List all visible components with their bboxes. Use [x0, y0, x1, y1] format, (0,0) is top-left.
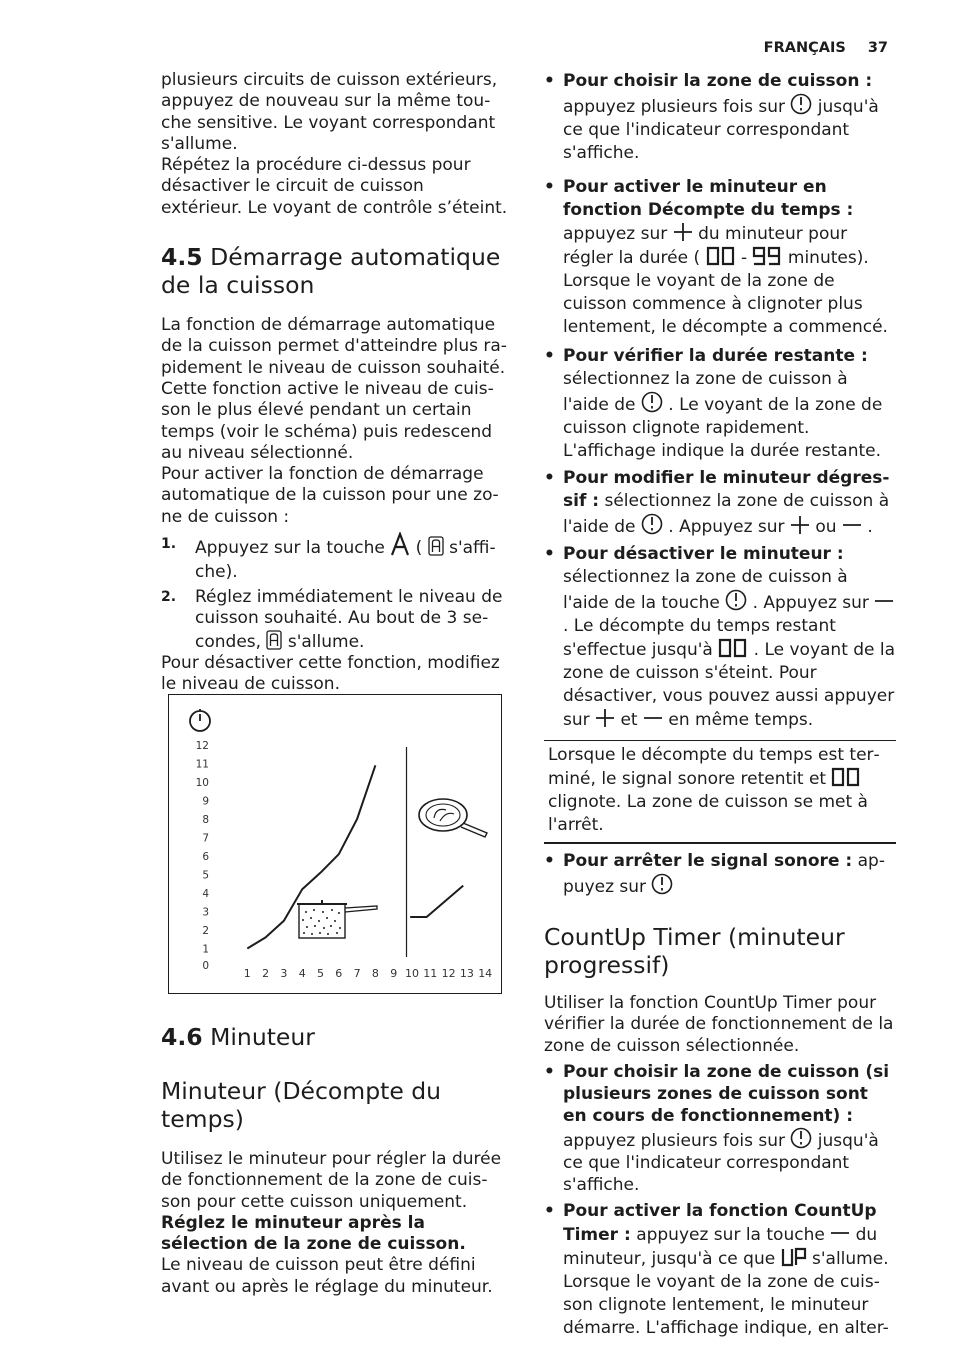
- bullet-text: ou: [815, 517, 837, 537]
- bullet-text: . Appuyez sur: [668, 517, 785, 537]
- bullet-text: appuyez sur: [563, 851, 885, 897]
- pot-icon: [297, 900, 377, 938]
- bullet-countup-activate: [544, 1200, 896, 1340]
- section-number: 4.6: [161, 1023, 203, 1051]
- bullet-check-remaining: [544, 345, 896, 463]
- bullet-text: et: [620, 710, 638, 730]
- bullet-modify-timer: [544, 467, 896, 539]
- note-text: Lorsque le décompte du temps est terminé, le signal sonore retentit et: [548, 745, 880, 789]
- bullet-text: sélectionnez la zone de cuisson à l'aide de: [563, 491, 890, 537]
- step-text: s'affiche).: [195, 538, 496, 583]
- a-display-icon: [428, 536, 444, 556]
- x-tick-label: 14: [478, 967, 493, 980]
- x-tick-label: 9: [390, 967, 398, 980]
- step-text: (: [415, 538, 423, 559]
- intro-paragraph: plusieurs circuits de cuisson extérieurs, appuyez de nouveau sur la même touche sensitive. Le voyant correspondant s'allume.: [161, 70, 498, 154]
- bullet-text: appuyez plusieurs fois sur: [563, 1130, 785, 1151]
- step-2: [161, 587, 509, 653]
- countup-paragraph: Utiliser la fonction CountUp Timer pour vérifier la durée de fonctionnement de la zone de cuisson sélectionnée.: [544, 993, 894, 1056]
- bullet-activate-countdown: [544, 176, 896, 339]
- minus-icon: [874, 591, 894, 611]
- timer-paragraph-2: Le niveau de cuisson peut être défini avant ou après le réglage du minuteur.: [161, 1255, 493, 1297]
- x-tick-label: 12: [441, 967, 456, 980]
- x-tick-label: 11: [423, 967, 438, 980]
- minus-icon: [643, 708, 663, 728]
- chart-svg: [169, 695, 501, 993]
- x-tick-label: 8: [371, 967, 379, 980]
- page-header: [700, 38, 888, 59]
- bullet-text: .: [867, 517, 873, 537]
- bullet-title: Pour choisir la zone de cuisson (si plusieurs zones de cuisson sont en cours de fonctionnement) :: [563, 1061, 890, 1126]
- display-00-icon: [718, 638, 748, 658]
- x-tick-label: 10: [405, 967, 419, 980]
- y-tick-label: 3: [202, 906, 209, 919]
- bullet-text: sélectionnez la zone de cuisson à l'aide de la touche: [563, 567, 848, 613]
- timer-select-icon: [790, 1127, 812, 1149]
- y-tick-label: 6: [202, 851, 209, 863]
- bullet-text: appuyez plusieurs fois sur: [563, 97, 785, 117]
- timer-select-icon: [641, 513, 663, 535]
- bullet-text: appuyez sur: [563, 224, 668, 244]
- bullet-text: en même temps.: [668, 710, 814, 730]
- series-line: [410, 886, 463, 917]
- bullet-title: Pour activer la fonction CountUp Timer :: [563, 1200, 877, 1245]
- y-tick-label: 1: [202, 943, 209, 956]
- section-title: Minuteur: [210, 1023, 315, 1051]
- minus-icon: [830, 1223, 850, 1243]
- bullet-title: Pour vérifier la durée restante :: [563, 346, 868, 366]
- y-tick-label: 11: [195, 758, 209, 771]
- right-column: [544, 70, 896, 1340]
- bullet-countup-choose-zone: [544, 1061, 896, 1196]
- bullet-title: Pour activer le minuteur en fonction Décompte du temps :: [563, 177, 854, 220]
- step-text: Appuyez sur la touche: [195, 538, 385, 559]
- bullet-text: jusqu'à ce que l'indicateur correspondant s'affiche.: [563, 1130, 879, 1195]
- step-number: 2.: [161, 589, 177, 606]
- display-00-icon: [831, 767, 861, 787]
- y-tick-label: 7: [202, 832, 209, 845]
- timer-select-icon: [725, 589, 747, 611]
- countdown-heading: Minuteur (Décompte du temps): [161, 1077, 442, 1133]
- x-tick-label: 7: [353, 967, 361, 980]
- bullet-text: -: [740, 248, 748, 268]
- frying-pan-icon: [419, 799, 487, 837]
- bullet-text: . Le décompte du temps restant s'effectue jusqu'à: [563, 616, 836, 660]
- bullet-choose-zone: [544, 70, 896, 165]
- y-tick-label: 0: [202, 960, 209, 972]
- bullet-text: jusqu'à ce que l'indicateur correspondant s'affiche.: [563, 97, 879, 163]
- plus-icon: [790, 515, 810, 535]
- timer-select-icon: [651, 873, 673, 895]
- step-1: [161, 532, 509, 584]
- section-number: 4.5: [161, 243, 203, 272]
- display-up-icon: [781, 1247, 807, 1267]
- x-tick-label: 5: [317, 967, 324, 980]
- note-box: [544, 740, 896, 844]
- bullet-text: du minuteur pour régler la durée (: [563, 224, 848, 268]
- x-tick-label: 2: [262, 967, 270, 980]
- timer-select-icon: [641, 391, 663, 413]
- bullet-deactivate-timer: [544, 543, 896, 732]
- timer-paragraph: Utilisez le minuteur pour régler la durée de fonctionnement de la zone de cuisson pour cette cuisson uniquement.: [161, 1149, 502, 1212]
- display-00-icon: [706, 246, 736, 266]
- bullet-text: s'allume. Lorsque le voyant de la zone de cuisson clignote lentement, le minuteur démarre. L'affichage indique, en alter-: [563, 1248, 889, 1338]
- autostart-chart: [168, 694, 502, 994]
- bullet-text: du minuteur, jusqu'à ce que: [563, 1224, 878, 1269]
- bullet-text: sélectionnez la zone de cuisson à l'aide de: [563, 369, 848, 415]
- step-number: 1.: [161, 536, 177, 553]
- steps-list: [161, 532, 509, 653]
- y-tick-label: 8: [202, 814, 209, 826]
- x-tick-label: 6: [335, 967, 343, 980]
- plus-icon: [595, 708, 615, 728]
- left-column-lower: [161, 1023, 509, 1298]
- bullet-text: . Appuyez sur: [752, 593, 869, 613]
- section-title: Démarrage automatique de la cuisson: [161, 243, 501, 300]
- countup-heading: CountUp Timer (minuteur progressif): [544, 923, 845, 979]
- y-tick-label: 10: [195, 777, 209, 789]
- bullet-text: minutes). Lorsque le voyant de la zone de cuisson commence à clignoter plus lentement, le décompte a commencé.: [563, 248, 888, 337]
- intro-paragraph-2: Répétez la procédure ci-dessus pour désactiver le circuit de cuisson extérieur. Le voyant de contrôle s’éteint.: [161, 155, 508, 218]
- bullet-text: . Le voyant de la zone de cuisson clignote rapidement. L'affichage indique la durée restante.: [563, 395, 883, 461]
- timer-icon: [190, 709, 210, 731]
- left-column: [161, 70, 509, 696]
- page-number: 37: [867, 40, 888, 56]
- section-4-5-heading: [161, 243, 509, 299]
- bullet-text: appuyez sur la touche: [636, 1224, 825, 1245]
- auto-a-icon: [390, 532, 410, 556]
- a-display-icon: [266, 630, 282, 650]
- bullet-title: Pour modifier le minuteur dégressif :: [563, 468, 890, 511]
- bullet-title: Pour choisir la zone de cuisson :: [563, 71, 873, 91]
- bullet-title: Pour arrêter le signal sonore :: [563, 851, 853, 871]
- display-99-icon: [752, 246, 782, 266]
- bullet-title: Pour désactiver le minuteur :: [563, 544, 844, 564]
- y-tick-label: 5: [202, 869, 209, 882]
- header-language: FRANÇAIS: [763, 40, 846, 56]
- y-tick-label: 9: [202, 795, 209, 808]
- deactivate-paragraph: Pour désactiver cette fonction, modifiez le niveau de cuisson.: [161, 652, 500, 695]
- bullet-text: . Le voyant de la zone de cuisson s'éteint. Pour désactiver, vous pouvez aussi appuyer sur: [563, 640, 896, 730]
- note-text: clignote. La zone de cuisson se met à l'arrêt.: [548, 792, 868, 835]
- step-text: s'allume.: [287, 631, 365, 652]
- y-tick-label: 12: [195, 740, 209, 752]
- y-tick-label: 4: [202, 888, 209, 900]
- timer-warning: Réglez le minuteur après la sélection de la zone de cuisson.: [161, 1212, 466, 1255]
- section-4-6-heading: [161, 1023, 509, 1051]
- timer-select-icon: [790, 93, 812, 115]
- plus-icon: [673, 222, 693, 242]
- y-tick-label: 2: [202, 925, 209, 937]
- autostart-activate-paragraph: Pour activer la fonction de démarrage automatique de la cuisson pour une zone de cuisson :: [161, 464, 499, 527]
- x-tick-label: 1: [243, 967, 251, 980]
- x-tick-label: 3: [280, 967, 288, 980]
- x-tick-label: 13: [459, 967, 474, 980]
- x-tick-label: 4: [298, 967, 306, 980]
- minus-icon: [842, 515, 862, 535]
- step-text: Réglez immédiatement le niveau de cuisson souhaité. Au bout de 3 secondes,: [195, 587, 503, 652]
- bullet-stop-signal: [544, 850, 896, 899]
- autostart-paragraph: La fonction de démarrage automatique de la cuisson permet d'atteindre plus rapidement le niveau de cuisson souhaité. Cette fonction active le niveau de cuisson le plus élevé pendant un certain temps (voir le schéma) puis redescend au niveau sélectionné.: [161, 315, 507, 463]
